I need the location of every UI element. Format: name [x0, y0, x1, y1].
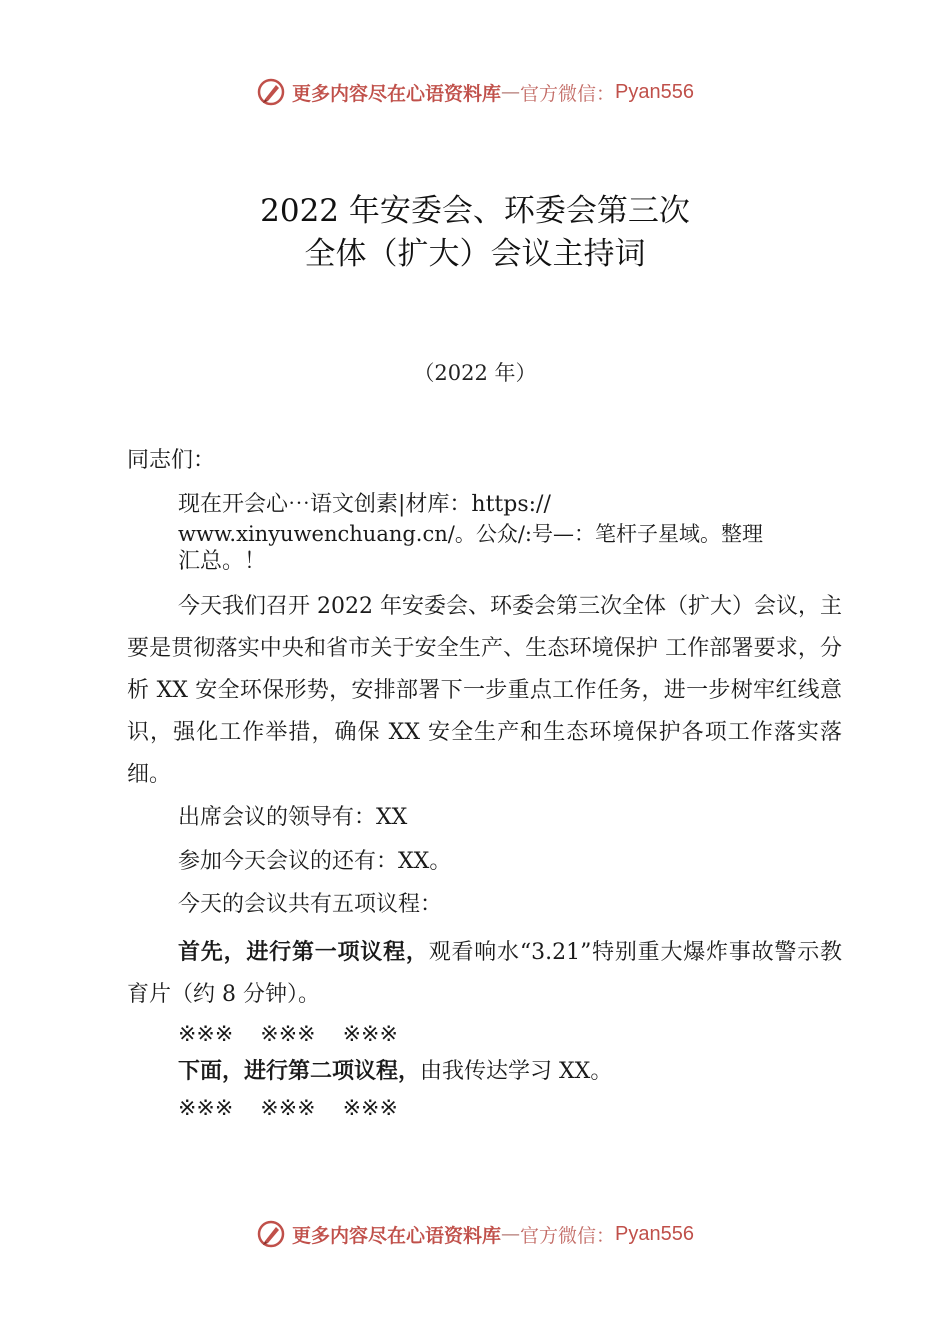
notice-line-2: www.xinyuwenchuang.cn/。公众/:号—：笔杆子星域。整理 [178, 522, 763, 546]
banner-wechat-label: 官方微信： [520, 1224, 616, 1247]
agenda-intro: 今天的会议共有五项议程： [178, 892, 443, 917]
others-line [178, 848, 451, 876]
leaders-line [178, 804, 407, 832]
pen-logo-icon [256, 77, 286, 107]
footer-banner [0, 1214, 950, 1254]
agenda-item-2-heading: 下面，进行第二项议程， [178, 1059, 421, 1084]
agenda-item-1-heading: 首先，进行第一项议程， [178, 940, 429, 965]
document-title-line-2: 全体（扩大）会议主持词 [304, 236, 646, 272]
banner-text: 更多内容尽在心语资料库 [292, 82, 502, 105]
notice-line-1: 现在开会心⋯语文创素|材库：https:// [178, 492, 551, 517]
banner-text: 更多内容尽在心语资料库 [292, 1224, 502, 1247]
intro-paragraph: 今天我们召开 2022 年安委会、环委会第三次全体（扩大）会议，主要是贯彻落实中央和省市关于安全生产、生态环境保护 工作部署要求，分析 XX 安全环保形势，安排部署下一步重点工作任务，进一步树牢红线意识，强化工作举措，确保 XX 安全生产和生态环境保护各项工作落实落细。 [127, 594, 842, 787]
agenda-item-1-text: 观看响水“3.21”特别重大爆炸事故警示教育片（约 8 分钟）。 [127, 940, 842, 1007]
banner-wechat-id: Pyan556 [615, 80, 694, 103]
notice-line-3: 汇总。！ [178, 549, 267, 574]
document-year: （2022 年） [413, 361, 537, 385]
section-separator-2: ※※※ ※※※ ※※※ [178, 1096, 398, 1121]
others-value: XX。 [398, 849, 452, 874]
document-title-line-1: 2022 年安委会、环委会第三次 [260, 193, 690, 229]
leaders-label: 出席会议的领导有： [178, 805, 377, 830]
section-separator-1: ※※※ ※※※ ※※※ [178, 1022, 398, 1047]
header-banner [0, 72, 950, 112]
leaders-value: XX [376, 805, 408, 830]
agenda-item-1 [127, 932, 842, 1016]
greeting: 同志们： [127, 448, 216, 473]
banner-separator: — [501, 1223, 521, 1245]
pen-logo-icon [256, 1219, 286, 1249]
banner-wechat-id: Pyan556 [615, 1222, 694, 1245]
banner-separator: — [501, 81, 521, 103]
agenda-item-2 [178, 1058, 612, 1086]
banner-wechat-label: 官方微信： [520, 82, 616, 105]
others-label: 参加今天会议的还有： [178, 849, 399, 874]
agenda-item-2-text: 由我传达学习 XX。 [420, 1059, 613, 1084]
